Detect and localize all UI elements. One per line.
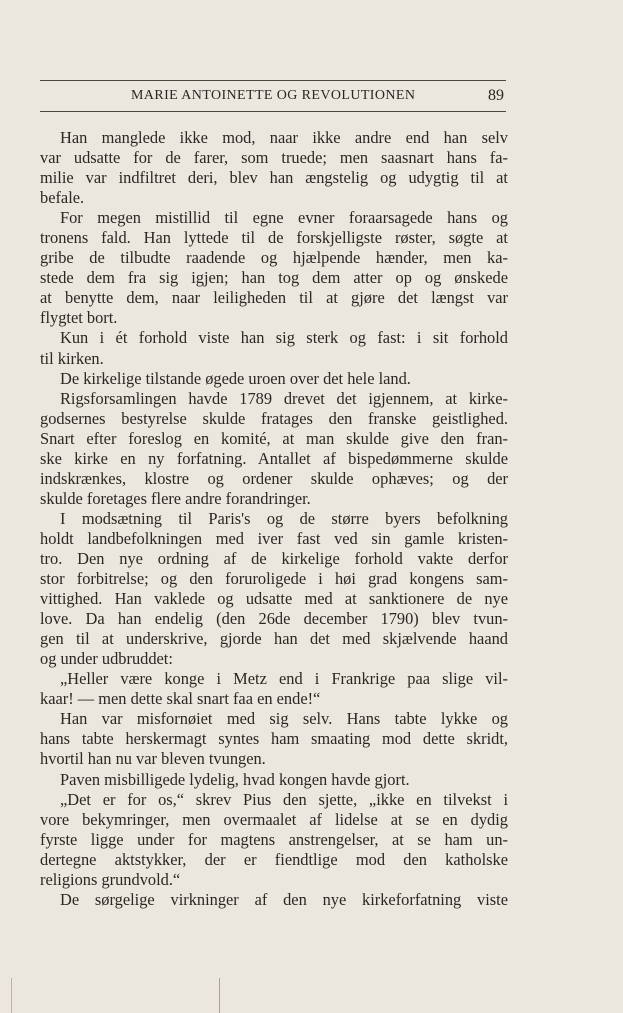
text-line: vore bekymringer, men overmaalet af lidelse at se en dydig bbox=[40, 809, 508, 829]
edge-line-left bbox=[11, 978, 12, 1013]
text-line: holdt landbefolkningen med iver fast ved sin gamle kristen- bbox=[40, 528, 508, 548]
text-line: at benytte dem, naar leiligheden til at gjøre det længst var bbox=[40, 288, 508, 308]
page-edge-shadow bbox=[0, 978, 220, 1013]
text-line: indskrænkes, klostre og ordener skulde ophæves; og der bbox=[40, 468, 508, 488]
text-line: ske kirke en ny forfatning. Antallet af bispedømmerne skulde bbox=[40, 448, 508, 468]
text-line: De kirkelige tilstande øgede uroen over det hele land. bbox=[60, 368, 411, 388]
text-line: Snart efter foreslog en komité, at man skulde give den fran- bbox=[40, 428, 508, 448]
text-line: Han manglede ikke mod, naar ikke andre end han selv bbox=[60, 128, 508, 147]
text-line: For megen mistillid til egne evner foraarsagede hans og bbox=[60, 208, 508, 228]
text-line: skulde foretages flere andre forandringer. bbox=[40, 488, 311, 508]
edge-line-right bbox=[219, 978, 220, 1013]
text-line: „Det er for os,“ skrev Pius den sjette, „ikke en tilvekst i bbox=[60, 789, 508, 809]
text-line: tro. Den nye ordning af de kirkelige forhold vakte derfor bbox=[40, 548, 508, 568]
running-header bbox=[40, 80, 506, 112]
text-line: befale. bbox=[40, 188, 85, 208]
running-title: MARIE ANTOINETTE OG REVOLUTIONEN bbox=[131, 88, 416, 103]
page-number: 89 bbox=[488, 87, 504, 104]
body-text bbox=[40, 128, 508, 910]
text-line: gribe de tilbudte raadende og hjælpende hænder, men ka- bbox=[40, 248, 508, 268]
text-line: Rigsforsamlingen havde 1789 drevet det igjennem, at kirke- bbox=[60, 388, 508, 408]
text-line: Paven misbilligede lydelig, hvad kongen havde gjort. bbox=[60, 769, 410, 789]
text-line: flygtet bort. bbox=[40, 308, 118, 328]
text-line: dertegne aktstykker, der er fiendtlige mod den katholske bbox=[40, 849, 508, 869]
text-line: og under udbruddet: bbox=[40, 649, 173, 669]
text-line: vittighed. Han vaklede og udsatte med at sanktionere de nye bbox=[40, 589, 508, 609]
text-line: Kun i ét forhold viste han sig sterk og fast: i sit forhold bbox=[60, 328, 508, 348]
text-line: gen til at underskrive, gjorde han det med skjælvende haand bbox=[40, 629, 508, 649]
text-line: stede dem fra sig igjen; han tog dem atter op og ønskede bbox=[40, 268, 508, 288]
text-line: religions grundvold.“ bbox=[40, 869, 181, 889]
text-line: kaar! — men dette skal snart faa en ende!“ bbox=[40, 689, 321, 709]
text-line: tronens fald. Han lyttede til de forskjelligste røster, søgte at bbox=[40, 228, 508, 248]
text-line: til kirken. bbox=[40, 348, 104, 368]
text-line: var udsatte for de farer, som truede; men saasnart hans fa- bbox=[40, 148, 508, 168]
text-line: fyrste ligge under for magtens anstrengelser, at se ham un- bbox=[40, 829, 508, 849]
text-line: I modsætning til Paris's og de større byers befolkning bbox=[60, 508, 508, 528]
text-line: stor forbitrelse; og den foruroligede i høi grad kongens sam- bbox=[40, 569, 508, 589]
text-line: godsernes bestyrelse skulde fratages den franske geistlighed. bbox=[40, 408, 508, 428]
text-line: De sørgelige virkninger af den nye kirkeforfatning viste bbox=[60, 889, 508, 909]
text-line: love. Da han endelig (den 26de december 1790) blev tvun- bbox=[40, 609, 508, 629]
text-line: Han var misfornøiet med sig selv. Hans tabte lykke og bbox=[60, 709, 508, 729]
text-line: milie var indfiltret deri, blev han ængstelig og udygtig til at bbox=[40, 168, 508, 188]
text-line: „Heller være konge i Metz end i Frankrige paa slige vil- bbox=[60, 669, 508, 689]
text-line: hvortil han nu var bleven tvungen. bbox=[40, 749, 266, 769]
text-line: hans tabte herskermagt syntes ham smaating mod dette skridt, bbox=[40, 729, 508, 749]
